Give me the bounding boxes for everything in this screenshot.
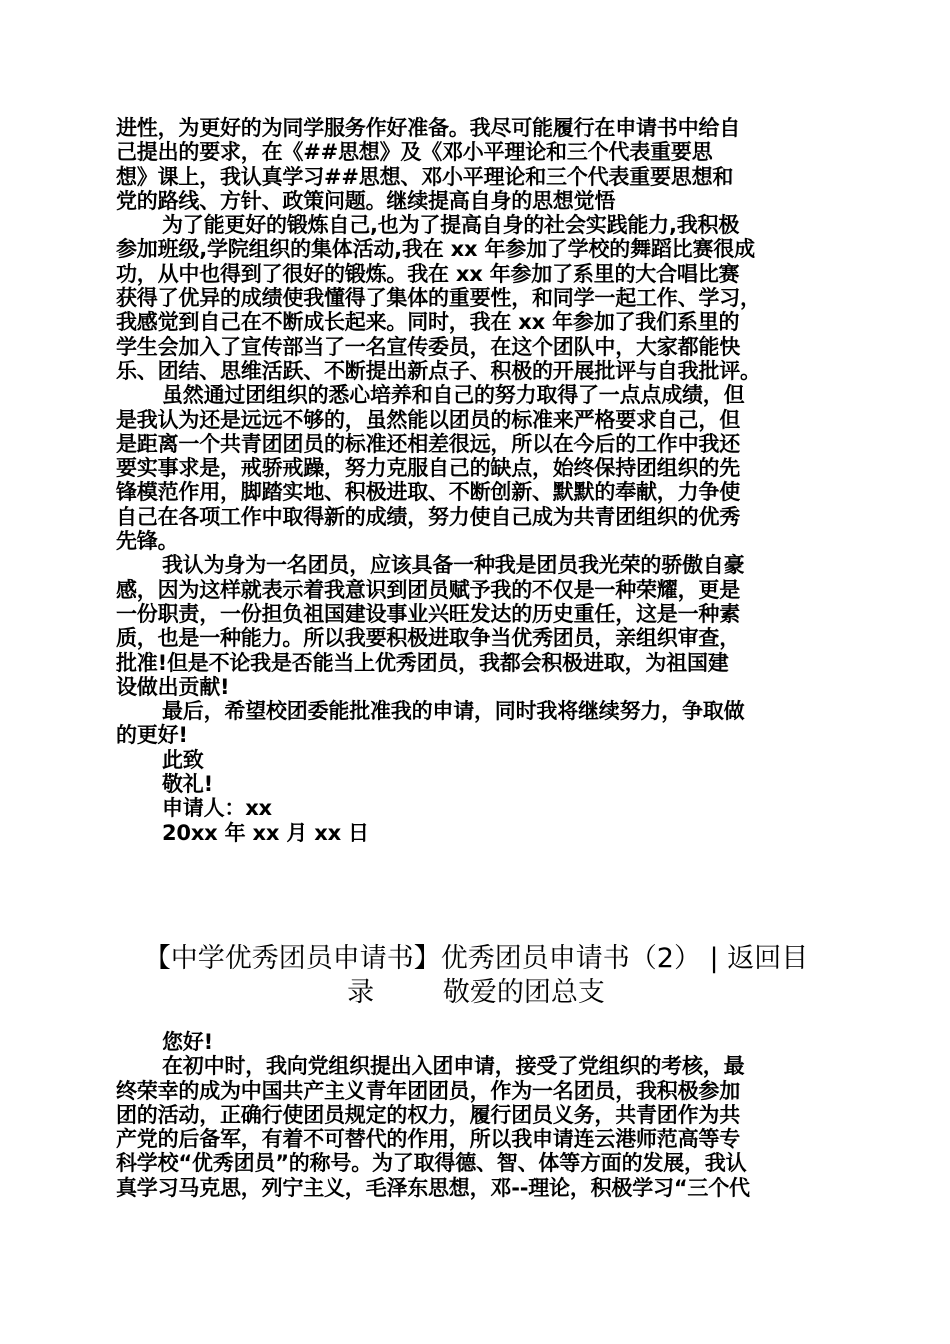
second-letter-body	[116, 1030, 844, 1200]
body-line: 我感觉到自己在不断成长起来。同时，我在 xx 年参加了我们系里的	[116, 310, 740, 335]
section-heading-line: 【中学优秀团员申请书】优秀团员申请书（2） | 返回目	[143, 943, 809, 974]
section-heading-line: 录 敬爱的团总支	[347, 977, 605, 1008]
body-line: 在初中时，我向党组织提出入团申请，接受了党组织的考核，最	[162, 1054, 745, 1079]
body-line: 一份职责，一份担负祖国建设事业兴旺发达的历史重任，这是一种素	[116, 601, 740, 626]
body-line: 进性，为更好的为同学服务作好准备。我尽可能履行在申请书中给自	[116, 116, 740, 140]
body-line: 最后，希望校团委能批准我的申请，同时我将继续努力，争取做	[162, 699, 745, 724]
body-line: 真学习马克思，列宁主义，毛泽东思想，邓--理论，积极学习“三个代	[116, 1175, 750, 1200]
body-line: 科学校“优秀团员”的称号。为了取得德、智、体等方面的发展，我认	[116, 1151, 747, 1176]
body-line: 团的活动，正确行使团员规定的权力，履行团员义务，共青团作为共	[116, 1102, 740, 1127]
body-line: 党的路线、方针、政策问题。继续提高自身的思想觉悟	[116, 188, 616, 213]
body-line: 的更好!	[116, 723, 188, 748]
body-line: 自己在各项工作中取得新的成绩，努力使自己成为共青团组织的优秀	[116, 504, 740, 529]
body-line: 设做出贡献!	[116, 674, 230, 699]
letter-body	[116, 116, 844, 845]
second-letter-greeting: 您好!	[162, 1030, 213, 1054]
body-line: 想》课上，我认真学习##思想、邓小平理论和三个代表重要思想和	[116, 164, 734, 189]
body-line: 锋模范作用，脚踏实地、积极进取、不断创新、默默的奉献，力争使	[116, 480, 740, 505]
closing-respect: 敬礼!	[162, 772, 213, 797]
body-line: 我认为身为一名团员，应该具备一种我是团员我光荣的骄傲自豪	[162, 553, 745, 578]
body-line: 为了能更好的锻炼自己,也为了提高自身的社会实践能力,我积极	[162, 213, 740, 238]
body-line: 要实事求是，戒骄戒躁，努力克服自己的缺点，始终保持团组织的先	[116, 456, 740, 481]
body-line: 批准!但是不论我是否能当上优秀团员，我都会积极进取，为祖国建	[116, 650, 729, 675]
body-line: 学生会加入了宣传部当了一名宣传委员，在这个团队中，大家都能快	[116, 334, 740, 359]
body-line: 感，因为这样就表示着我意识到团员赋予我的不仅是一种荣耀，更是	[116, 577, 740, 602]
section-heading	[116, 942, 836, 1010]
body-line: 产党的后备军，有着不可替代的作用，所以我申请连云港师范高等专	[116, 1127, 740, 1152]
body-line: 先锋。	[116, 529, 179, 554]
closing-salutation: 此致	[162, 747, 204, 772]
body-line: 是距离一个共青团团员的标准还相差很远，所以在今后的工作中我还	[116, 431, 740, 456]
body-line: 参加班级,学院组织的集体活动,我在 xx 年参加了学校的舞蹈比赛很成	[116, 237, 755, 262]
body-line: 质，也是一种能力。所以我要积极进取争当优秀团员，亲组织审查，	[116, 626, 740, 651]
body-line: 己提出的要求，在《##思想》及《邓小平理论和三个代表重要思	[116, 140, 713, 165]
body-line: 是我认为还是远远不够的，虽然能以团员的标准来严格要求自己，但	[116, 407, 740, 432]
body-line: 虽然通过团组织的悉心培养和自己的努力取得了一点点成绩，但	[162, 383, 745, 408]
applicant-signature: 申请人：xx	[162, 796, 272, 821]
body-line: 终荣幸的成为中国共产主义青年团团员，作为一名团员，我积极参加	[116, 1078, 740, 1103]
body-line: 获得了优异的成绩使我懂得了集体的重要性，和同学一起工作、学习，	[116, 286, 761, 311]
body-line: 乐、团结、思维活跃、不断提出新点子、积极的开展批评与自我批评。	[116, 358, 761, 383]
letter-date: 20xx 年 xx 月 xx 日	[162, 820, 369, 845]
body-line: 功，从中也得到了很好的锻炼。我在 xx 年参加了系里的大合唱比赛	[116, 261, 740, 286]
